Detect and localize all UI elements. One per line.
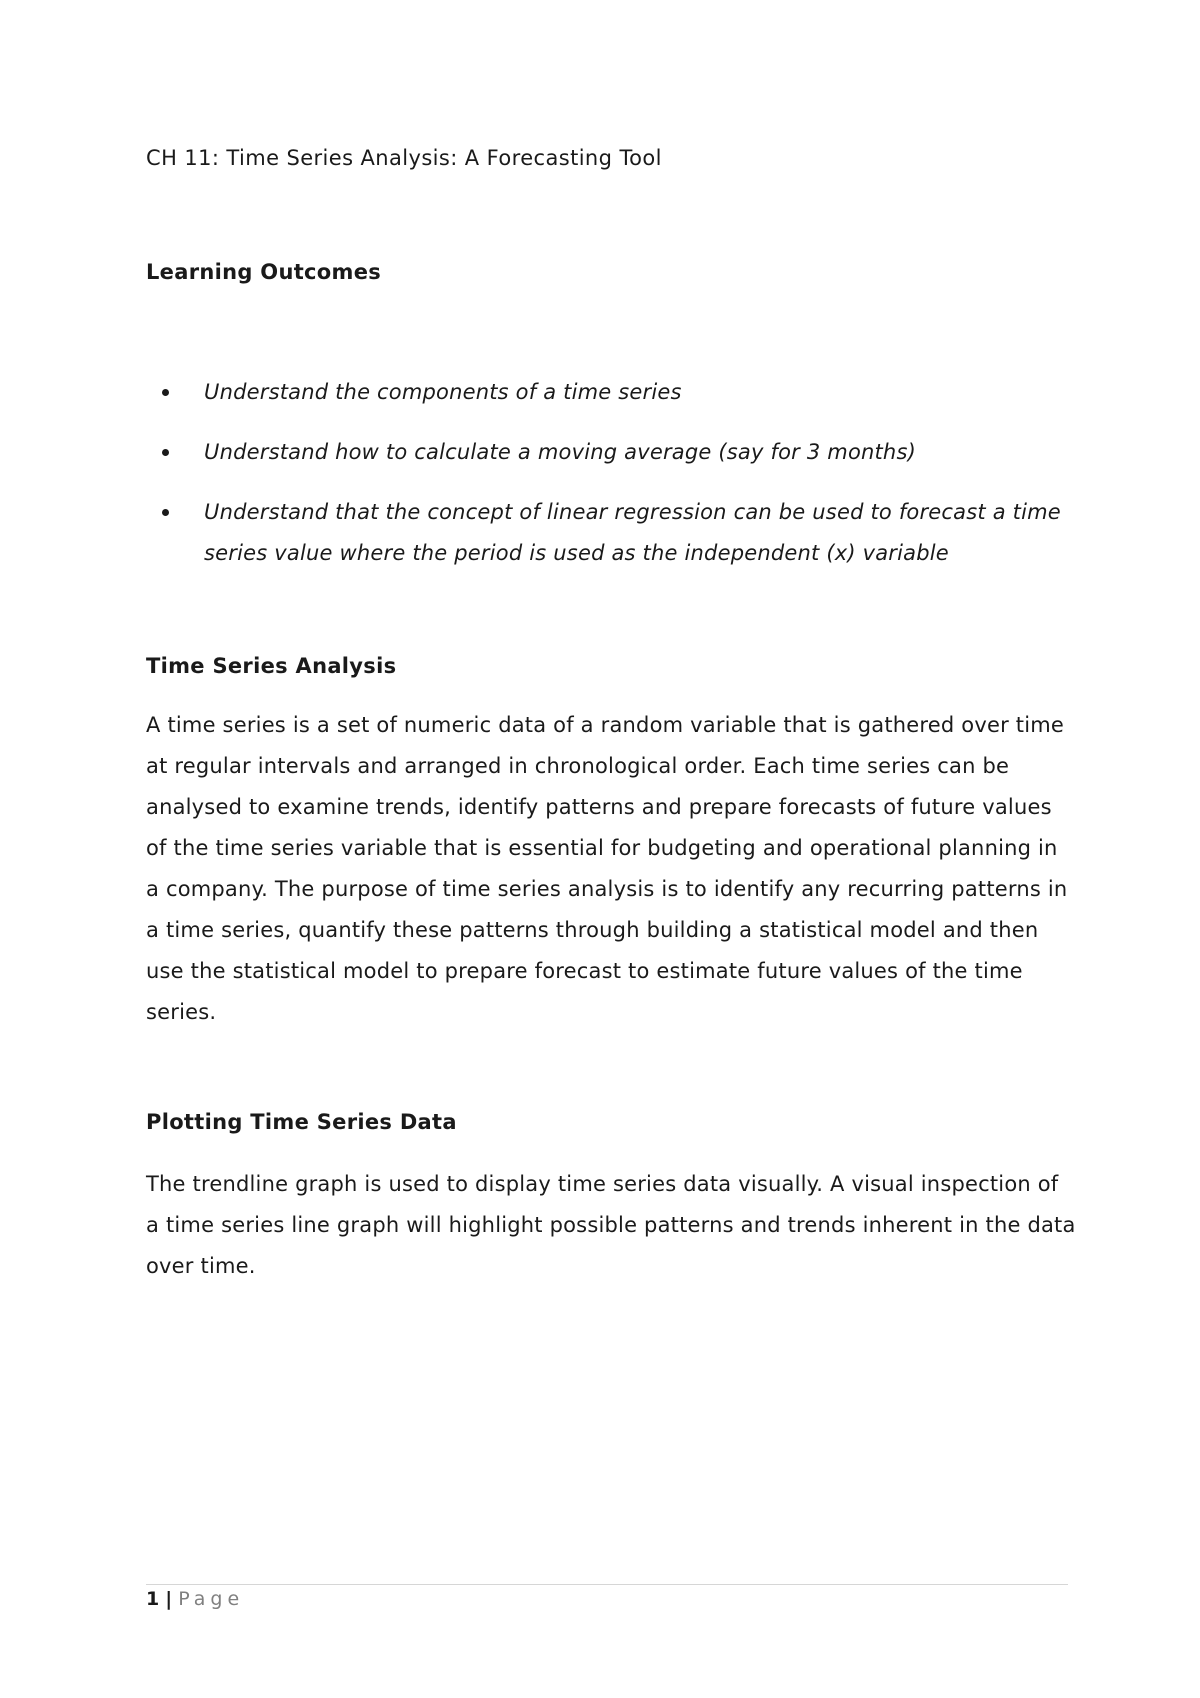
list-item — [146, 372, 1066, 413]
page-footer — [146, 1588, 244, 1610]
bullet-icon — [162, 509, 169, 516]
list-item-text: Understand the components of a time series — [204, 380, 682, 404]
bullet-icon — [162, 449, 169, 456]
learning-outcomes-list — [146, 372, 1066, 593]
list-item-text: Understand that the concept of linear regression can be used to forecast a time series value where the period is used as the independent (x) variable — [204, 500, 1061, 565]
page-label: Page — [178, 1588, 245, 1610]
list-item — [146, 432, 1066, 473]
footer-divider — [146, 1584, 1068, 1585]
bullet-icon — [162, 389, 169, 396]
time-series-analysis-heading: Time Series Analysis — [146, 654, 397, 678]
document-title: CH 11: Time Series Analysis: A Forecasting Tool — [146, 146, 662, 170]
page-number: 1 — [146, 1588, 160, 1610]
list-item — [146, 492, 1066, 574]
list-item-text: Understand how to calculate a moving average (say for 3 months) — [204, 440, 916, 464]
plotting-time-series-heading: Plotting Time Series Data — [146, 1110, 457, 1134]
plotting-time-series-paragraph: The trendline graph is used to display time series data visually. A visual inspection of a time series line graph will highlight possible patterns and trends inherent in the data over time. — [146, 1172, 1076, 1278]
learning-outcomes-heading: Learning Outcomes — [146, 260, 382, 284]
time-series-analysis-paragraph: A time series is a set of numeric data of a random variable that is gathered over time at regular intervals and arranged in chronological order. Each time series can be analysed to examine trends, identify patterns and prepare forecasts of future values of the time series variable that is essential for budgeting and operational planning in a company. The purpose of time series analysis is to identify any recurring patterns in a time series, quantify these patterns through building a statistical model and then use the statistical model to prepare forecast to estimate future values of the time series. — [146, 713, 1068, 1024]
footer-separator: | — [165, 1588, 173, 1610]
